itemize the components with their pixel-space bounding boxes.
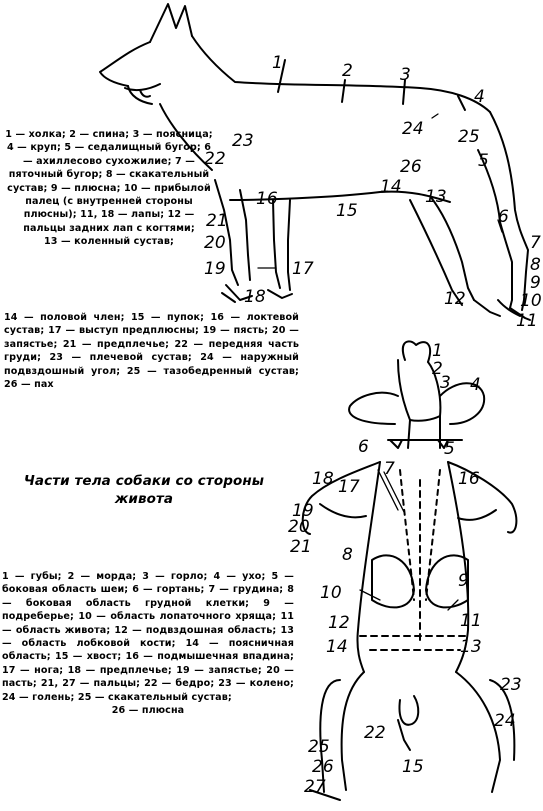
belly-label-24: 24 (494, 711, 516, 731)
belly-label-23: 23 (500, 675, 522, 695)
label-11: 11 (516, 311, 538, 331)
belly-label-27: 27 (304, 777, 326, 797)
belly-label-5: 5 (444, 439, 455, 459)
side-view-legend (4, 128, 214, 249)
belly-label-15: 15 (402, 757, 424, 777)
label-24: 24 (402, 119, 424, 139)
label-19: 19 (204, 259, 226, 279)
side-view-legend-continued: 14 — половой член; 15 — пупок; 16 — локтевой сустав; 17 — выступ предплюсны; 19 — пясть; 20 — запястье; 21 — предплечье; 22 — передняя часть груди; 23 — плечевой сустав; 24 — наружный подвздошный угол; 25 — тазобедренный сустав; 26 — пах (4, 312, 299, 391)
label-8: 8 (530, 255, 541, 275)
belly-label-8: 8 (342, 545, 353, 565)
belly-label-26: 26 (312, 757, 334, 777)
label-9: 9 (530, 273, 541, 293)
label-26: 26 (400, 157, 422, 177)
belly-label-13: 13 (460, 637, 482, 657)
label-4: 4 (474, 87, 485, 107)
label-17: 17 (292, 259, 314, 279)
label-10: 10 (520, 291, 542, 311)
label-21: 21 (206, 211, 228, 231)
side-view-legend-part1: 1 — холка; 2 — спина; 3 — поясница; 4 — круп; 5 — седалищный бугор; 6 — ахиллесово сухожилие; 7 — пяточный бугор; 8 — скакательный сустав; 9 — плюсна; 10 — прибылой палец (с внутренней стороны плюсны); 11, 18 — лапы; 12 — пальцы задних лап с когтями; (5, 129, 213, 234)
belly-label-17: 17 (338, 477, 360, 497)
label-6: 6 (498, 207, 509, 227)
label-16: 16 (256, 189, 278, 209)
label-25: 25 (458, 127, 480, 147)
belly-label-14: 14 (326, 637, 348, 657)
belly-label-2: 2 (432, 359, 443, 379)
side-view-legend-part1-last: 13 — коленный сустав; (44, 236, 174, 248)
belly-label-18: 18 (312, 469, 334, 489)
belly-label-6: 6 (358, 437, 369, 457)
belly-label-11: 11 (460, 611, 482, 631)
belly-label-20: 20 (288, 517, 310, 537)
belly-label-3: 3 (440, 373, 451, 393)
dog-belly-silhouette (303, 341, 517, 800)
label-23: 23 (232, 131, 254, 151)
belly-leader-lines (360, 470, 458, 610)
label-12: 12 (444, 289, 466, 309)
belly-label-12: 12 (328, 613, 350, 633)
label-14: 14 (380, 177, 402, 197)
belly-view-legend (2, 570, 294, 717)
label-1: 1 (272, 53, 283, 73)
belly-label-21: 21 (290, 537, 312, 557)
belly-label-16: 16 (458, 469, 480, 489)
belly-label-25: 25 (308, 737, 330, 757)
belly-label-19: 19 (292, 501, 314, 521)
belly-label-7: 7 (384, 459, 395, 479)
belly-label-22: 22 (364, 723, 386, 743)
label-18: 18 (244, 287, 266, 307)
belly-label-10: 10 (320, 583, 342, 603)
belly-view-title: Части тела собаки со стороны живота (23, 473, 265, 507)
belly-view-legend-last: 26 — плюсна (111, 705, 185, 717)
label-20: 20 (204, 233, 226, 253)
belly-label-4: 4 (470, 375, 481, 395)
label-22: 22 (204, 149, 226, 169)
label-2: 2 (342, 61, 353, 81)
label-5: 5 (478, 151, 489, 171)
belly-label-1: 1 (432, 341, 443, 361)
label-15: 15 (336, 201, 358, 221)
belly-label-9: 9 (458, 571, 469, 591)
belly-view-legend-text: 1 — губы; 2 — морда; 3 — горло; 4 — ухо; 5 — боковая область шеи; 6 — гортань; 7 — грудина; 8 — боковая область грудной клетки; 9 — подреберье; 10 — область лопаточного хряща; 11 — область живота; 12 — подвздошная область; 13 — область лобковой кости; 14 — поясничная область; 15 — хвост; 16 — подмышечная впадина; 17 — нога; 18 — предплечье; 19 — запястье; 20 — пасть; 21, 27 — пальцы; 22 — бедро; 23 — колено; 24 — голень; 25 — скакательный сустав; (2, 571, 294, 703)
belly-view-labels (288, 341, 522, 797)
label-13: 13 (425, 187, 447, 207)
label-7: 7 (530, 233, 541, 253)
label-3: 3 (400, 65, 411, 85)
